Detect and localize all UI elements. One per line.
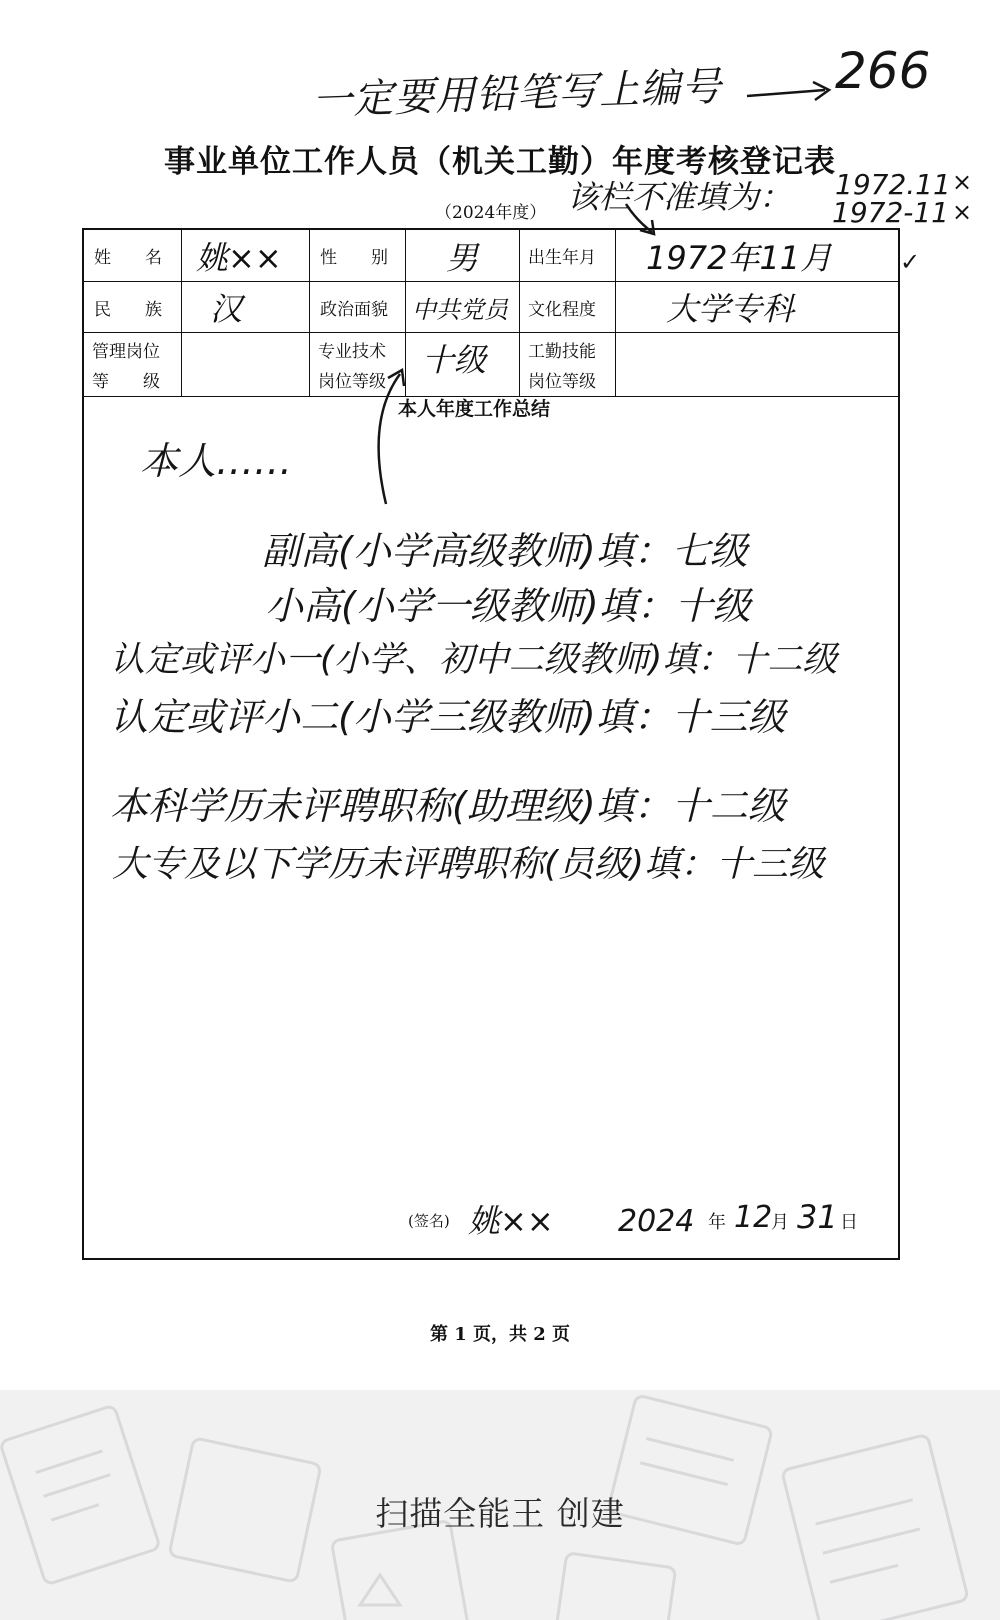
mgmt-label-line2: 等 级	[92, 372, 160, 392]
worker-label	[520, 333, 616, 396]
birth-label: 出生年月	[520, 230, 616, 281]
assessment-form	[82, 228, 900, 1260]
birth-format-warning: 该栏不准填为：	[567, 178, 792, 216]
summary-line: 小高(小学一级教师)填：十级	[265, 584, 751, 628]
year-unit: 年	[708, 1212, 726, 1233]
form-row-3	[84, 333, 898, 397]
mgmt-label-line1: 管理岗位	[92, 342, 160, 362]
political-value: 中共党员	[406, 282, 520, 332]
serial-number: 266	[835, 42, 931, 100]
form-title: 事业单位工作人员（机关工勤）年度考核登记表	[164, 144, 836, 180]
form-row-2	[84, 282, 898, 333]
summary-line: 本科学历未评聘职称(助理级)填：十二级	[110, 784, 786, 828]
summary-line: 认定或评小一(小学、初中二级教师)填：十二级	[110, 640, 838, 680]
worker-label-line1: 工勤技能	[528, 342, 596, 362]
day-unit: 日	[840, 1212, 858, 1233]
political-label: 政治面貌	[310, 282, 406, 332]
mgmt-label	[84, 333, 182, 396]
education-value: 大学专科	[666, 290, 795, 328]
summary-heading: 本人年度工作总结	[398, 398, 551, 420]
summary-line: 大专及以下学历未评聘职称(员级)填：十三级	[112, 844, 825, 885]
month-unit: 月	[771, 1212, 789, 1233]
summary-line: 认定或评小二(小学三级教师)填：十三级	[110, 695, 786, 739]
name-value: 姚××	[182, 230, 310, 281]
wrong-mark-1: ×	[952, 168, 973, 196]
summary-line: 副高(小学高级教师)填：七级	[262, 529, 748, 573]
signature-month: 12	[734, 1200, 773, 1235]
scanner-app-label: 扫描全能王 创建	[375, 1494, 625, 1533]
signature-label: (签名)	[408, 1212, 450, 1230]
page-indicator: 第 1 页，共 2 页	[429, 1324, 571, 1345]
wrong-format-2: 1972-11	[832, 196, 949, 229]
wrong-format-1: 1972.11	[835, 168, 951, 201]
scanner-watermark-banner	[0, 1390, 1000, 1620]
name-label: 姓 名	[84, 230, 182, 281]
summary-line: 本人……	[140, 439, 293, 483]
mgmt-value	[182, 333, 310, 396]
ethnicity-label: 民 族	[84, 282, 182, 332]
arrow-right-icon	[745, 78, 835, 108]
signature-name: 姚××	[468, 1202, 554, 1240]
wrong-mark-2: ×	[952, 198, 973, 226]
gender-label: 性 别	[310, 230, 406, 281]
pencil-number-note: 一定要用铅笔写上编号	[311, 63, 723, 125]
birth-value: 1972年11月	[646, 238, 833, 277]
tech-value: 十级	[406, 333, 520, 396]
signature-day: 31	[797, 1198, 838, 1236]
worker-value	[616, 333, 898, 396]
pointer-arrow-icon	[370, 360, 420, 510]
ethnicity-value: 汉	[182, 282, 310, 332]
education-label: 文化程度	[520, 282, 616, 332]
gender-value: 男	[406, 230, 520, 281]
form-row-1	[84, 230, 898, 282]
worker-label-line2: 岗位等级	[528, 372, 596, 392]
tech-label-line1: 专业技术	[318, 342, 386, 362]
correct-mark: ✓	[900, 248, 921, 276]
signature-year: 2024	[618, 1204, 695, 1239]
form-year: （2024年度）	[435, 203, 547, 223]
tech-label-line2: 岗位等级	[318, 372, 386, 392]
